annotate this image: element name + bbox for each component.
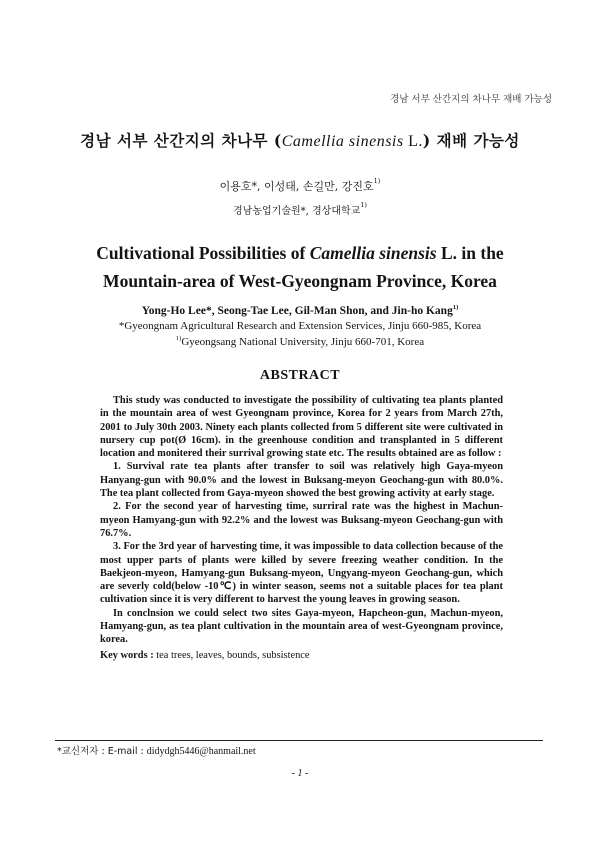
abstract-paragraph-result-2: 2. For the second year of harvesting time, surriral rate was the highest in Machun-myeon Hamyang-gun with 92.2% and the lowest was Buksang-myeon Geochang-gun with 76.7%. xyxy=(100,501,503,539)
english-affiliation-2-sup: 1) xyxy=(175,335,182,342)
english-title-line2: Mountain-area of West-Gyeongnam Province, Korea xyxy=(103,271,497,291)
footnote-label: *교신저자 : E-mail : xyxy=(57,746,147,757)
english-authors-text: Yong-Ho Lee*, Seong-Tae Lee, Gil-Man Shon, and Jin-ho Kang xyxy=(141,305,453,317)
abstract-body xyxy=(100,394,503,647)
abstract-heading: ABSTRACT xyxy=(259,368,341,383)
korean-title-scientific-name: Camellia sinensis xyxy=(281,133,404,150)
keywords-text: tea trees, leaves, bounds, subsistence xyxy=(153,650,310,661)
abstract-paragraph-result-1: 1. Survival rate tea plants after transfer to soil was relatively high Gaya-myeon Hanyang-gun with 90.0% and the lowest in Buksang-meyon Geochang-gun with 80.0%. The tea plant collected from Gaya-myeon showed the best growing activity at early stage. xyxy=(100,461,503,500)
english-affiliation-2 xyxy=(0,336,600,348)
footnote-email: didydgh5446@hanmail.net xyxy=(146,746,256,757)
abstract-paragraph-conclusion: In conclnsion we could select two sites Gaya-myeon, Hapcheon-gun, Machun-myeon, Hamyang-gun, as tea plant cultivation in the mountain area of west-Gyeongnam province, korea. xyxy=(100,607,503,646)
english-affiliation-1 xyxy=(0,320,600,332)
korean-authors-sup: 1) xyxy=(373,177,381,185)
korean-affiliations xyxy=(0,202,600,217)
english-title-line1-post: L. in the xyxy=(436,243,504,263)
english-authors xyxy=(0,305,600,317)
english-title-scientific-name: Camellia sinensis xyxy=(309,243,437,263)
korean-title-part3: ) 재배 가능성 xyxy=(422,131,520,150)
korean-title-part2: L. xyxy=(403,133,423,150)
korean-affiliations-text: 경남농업기술원*, 경상대학교 xyxy=(233,206,361,217)
korean-title-part1: 경남 서부 산간지의 차나무 ( xyxy=(80,131,282,150)
korean-authors-text: 이용호*, 이성태, 손길만, 강진호 xyxy=(219,180,374,193)
korean-title xyxy=(0,129,600,151)
english-title xyxy=(0,239,600,295)
running-header: 경남 서부 산간지의 차나무 재배 가능성 xyxy=(390,94,552,105)
footnote xyxy=(57,743,256,757)
korean-affiliations-sup: 1) xyxy=(360,201,367,209)
english-title-line1 xyxy=(0,239,600,267)
english-affiliation-2-text: Gyeongsang National University, Jinju 660-701, Korea xyxy=(181,336,425,348)
english-affiliation-1-text: *Gyeongnam Agricultural Research and Extension Services, Jinju 660-985, Korea xyxy=(118,320,482,332)
keywords-label: Key words : xyxy=(100,650,154,661)
abstract-paragraph-intro: This study was conducted to investigate the possibility of cultivating tea plants planted in the mountain area of west Gyeongnam province, Korea for 2 years from March 27th, 2001 to July 30th 2003. Ninety each plants collected from 5 different site were cultivated in nursery cup pot(Ø 16cm). in the greenhouse condition and transplanted in 5 different location and monitered their surrival growing state etc. The results obtained are as follow : xyxy=(100,395,503,460)
korean-authors xyxy=(0,178,600,194)
english-authors-sup: 1) xyxy=(452,304,459,311)
footnote-divider xyxy=(55,740,543,741)
page-number: - 1 - xyxy=(291,768,309,779)
keywords xyxy=(100,650,503,661)
abstract-paragraph-result-3: 3. For the 3rd year of harvesting time, it was impossible to data collection because of the most upper parts of plants were killed by severe freezing weather condition. In the Baekjeon-myeon, Hamyang-gun Buksang-myeon, Ungyang-myeon Geochang-gun, which are severly cold(below -10℃) in winter season, seems not a suitable places for tea plant cultivation since it is very different to harvest the young leaves in growing season. xyxy=(100,541,503,606)
english-title-line1-pre: Cultivational Possibilities of xyxy=(96,243,310,263)
